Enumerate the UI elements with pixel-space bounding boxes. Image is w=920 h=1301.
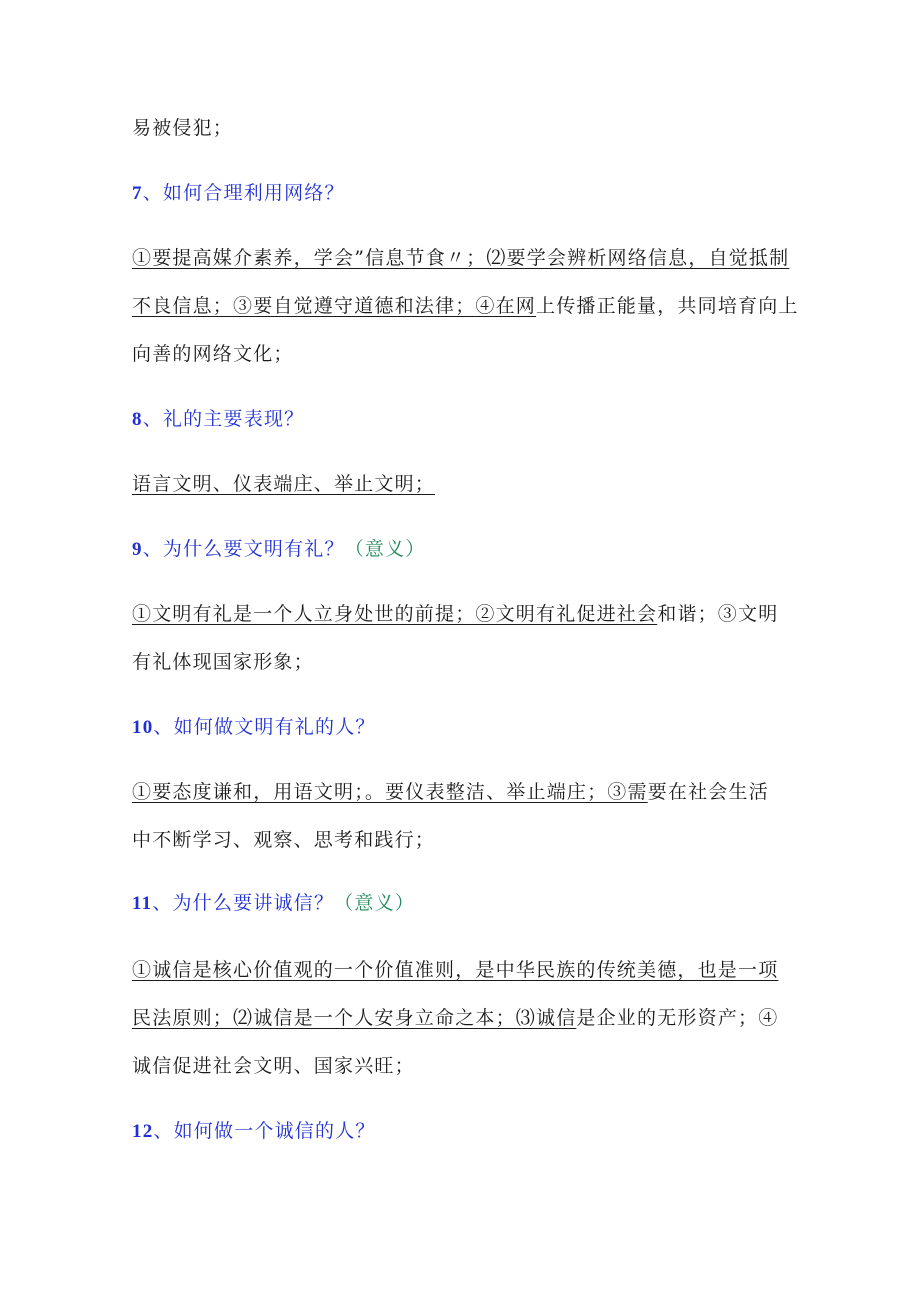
question-text: 、如何做文明有礼的人？ <box>153 716 376 738</box>
text-run: 中不断学习、观察、思考和践行； <box>132 829 436 851</box>
question-number: 11 <box>132 893 153 914</box>
answer-7-line-2 <box>132 291 799 321</box>
question-10 <box>132 712 376 743</box>
text-run: 上传播正能量，共同培育向上 <box>536 295 799 317</box>
answer-11-line-1 <box>132 955 778 985</box>
underlined-text: ①诚信是核心价值观的一个价值准则，是中华民族的传统美德，也是一项 <box>132 959 779 981</box>
question-7 <box>132 178 345 209</box>
text-run: 要在社会生活 <box>647 781 769 803</box>
question-number: 9 <box>132 539 143 560</box>
question-9 <box>132 534 426 565</box>
question-text: 、礼的主要表现？ <box>142 408 305 430</box>
question-text: 、如何合理利用网络？ <box>142 182 345 204</box>
text-run: 有礼体现国家形象； <box>132 651 314 673</box>
text-run: 向善的网络文化； <box>132 343 294 365</box>
text-run: 易被侵犯； <box>132 117 234 139</box>
text-run: 诚信促进社会文明、国家兴旺； <box>132 1055 415 1077</box>
question-text: 、为什么要文明有礼？ <box>142 538 345 560</box>
underlined-text: 语言文明、仪表端庄、举止文明； <box>132 473 436 495</box>
text-run: 和谐；③文明 <box>657 603 779 625</box>
question-text: 、为什么要讲诚信？ <box>152 892 335 914</box>
question-number: 8 <box>132 409 143 430</box>
underlined-text: 民法原则；⑵诚信是一个人安身立命之本；⑶诚信 <box>132 1007 577 1029</box>
question-8 <box>132 404 304 435</box>
answer-9-line-1 <box>132 599 778 629</box>
question-12 <box>132 1116 376 1147</box>
underlined-text: 不良信息；③要自觉遵守道德和法律；④在网 <box>132 295 537 317</box>
answer-10-line-1 <box>132 777 769 807</box>
question-number: 10 <box>132 717 154 738</box>
question-number: 12 <box>132 1121 154 1142</box>
answer-11-line-3 <box>132 1051 415 1081</box>
question-note: （意义） <box>344 538 426 560</box>
answer-7-line-1 <box>132 243 789 273</box>
answer-11-line-2 <box>132 1003 778 1033</box>
underlined-text: ①要提高媒介素养，学会”信息节食〃；⑵要学会辨析网络信息，自觉抵制 <box>132 247 790 269</box>
answer-6-tail <box>132 113 233 143</box>
question-text: 、如何做一个诚信的人？ <box>153 1120 376 1142</box>
answer-7-line-3 <box>132 339 294 369</box>
answer-8 <box>132 469 435 499</box>
text-run: 是企业的无形资产；④ <box>576 1007 779 1029</box>
underlined-text: ①文明有礼是一个人立身处世的前提；②文明有礼促进社会 <box>132 603 658 625</box>
underlined-text: ①要态度谦和，用语文明；。要仪表整洁、举止端庄；③需 <box>132 781 648 803</box>
answer-9-line-2 <box>132 647 314 677</box>
question-note: （意义） <box>334 892 415 914</box>
question-number: 7 <box>132 183 143 204</box>
answer-10-line-2 <box>132 825 435 855</box>
question-11 <box>132 888 415 919</box>
